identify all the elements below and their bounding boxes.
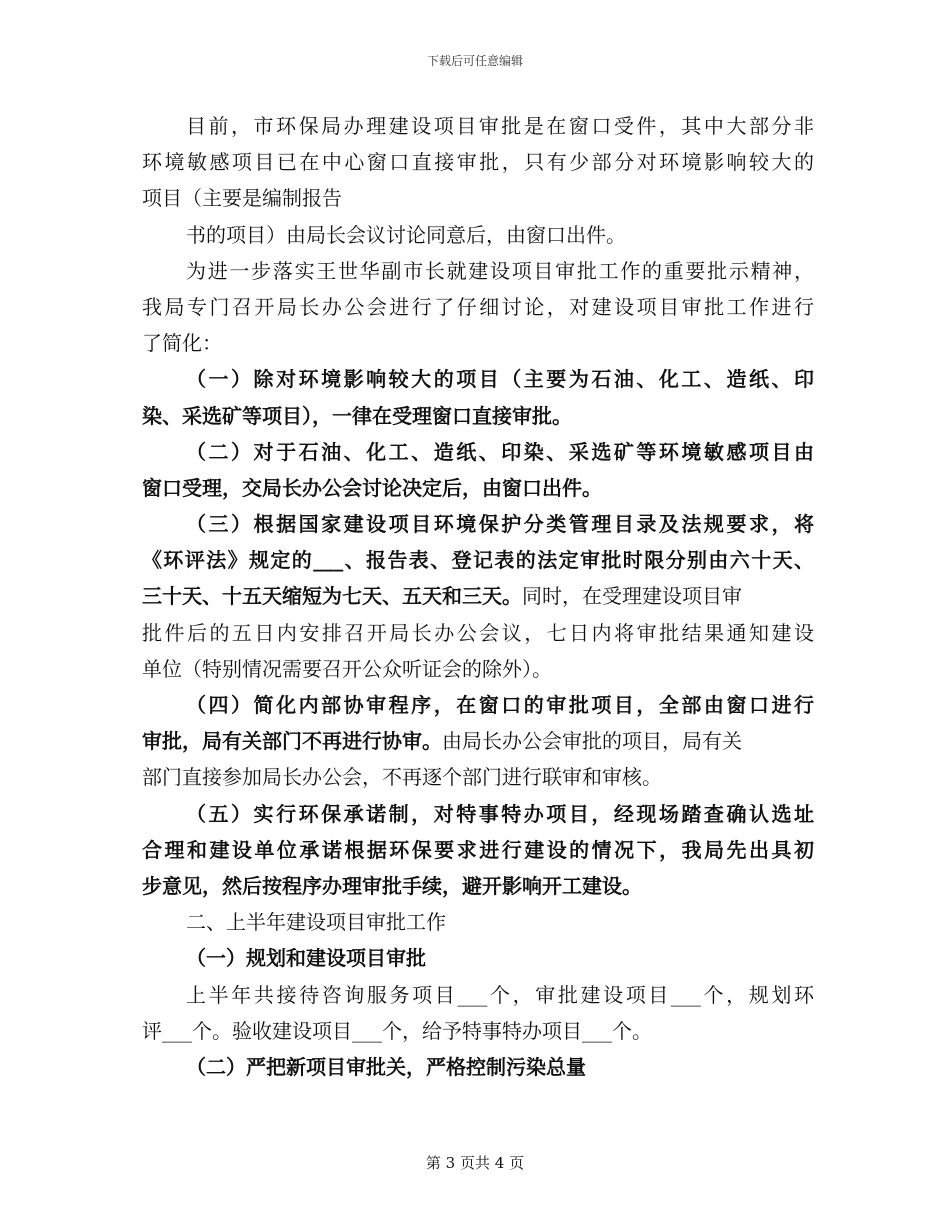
paragraph-line: （三）根据国家建设项目环境保护分类管理目录及法规要求，将	[186, 512, 814, 537]
bold-segment: 三十天、十五天缩短为七天、五天和三天。	[142, 584, 522, 609]
paragraph-line: 了简化：	[142, 331, 222, 356]
paragraph-line: 上半年共接待咨询服务项目___个，审批建设项目___个，规划环	[186, 982, 814, 1007]
normal-segment: 同时，在受理建设项目审	[522, 584, 742, 609]
paragraph-line: 《环评法》规定的___、报告表、登记表的法定审批时限分别由六十天、	[142, 548, 814, 573]
paragraph-line: （一）除对环境影响较大的项目（主要为石油、化工、造纸、印	[186, 367, 814, 392]
paragraph-line: 为进一步落实王世华副市长就建设项目审批工作的重要批示精神，	[186, 258, 814, 283]
paragraph-line: 项目（主要是编制报告	[142, 186, 342, 211]
normal-segment: 由局长办公会审批的项目，局有关	[442, 729, 742, 754]
section-heading: 二、上半年建设项目审批工作	[186, 910, 446, 935]
paragraph-line: （四）简化内部协审程序，在窗口的审批项目，全部由窗口进行	[186, 693, 814, 717]
bold-segment: 审批，局有关部门不再进行协审。	[142, 729, 442, 754]
paragraph-line	[142, 578, 814, 614]
paragraph-line: 步意见，然后按程序办理审批手续，避开影响开工建设。	[142, 873, 642, 898]
paragraph-line: 窗口受理，交局长办公会讨论决定后，由窗口出件。	[142, 475, 602, 500]
paragraph-line: 我局专门召开局长办公会进行了仔细讨论，对建设项目审批工作进行	[142, 294, 814, 319]
page-header: 下载后可任意编辑	[426, 54, 523, 68]
document-body	[142, 108, 814, 1085]
paragraph-line: 部门直接参加局长办公会，不再逐个部门进行联审和审核。	[142, 765, 662, 790]
paragraph-line: 书的项目）由局长会议讨论同意后，由窗口出件。	[186, 222, 626, 247]
subsection-heading: （一）规划和建设项目审批	[186, 946, 426, 971]
paragraph-line: 目前，市环保局办理建设项目审批是在窗口受件，其中大部分非	[186, 114, 814, 138]
paragraph-line: 环境敏感项目已在中心窗口直接审批，只有少部分对环境影响较大的	[142, 150, 814, 175]
page-footer: 第 3 页共 4 页	[425, 1154, 525, 1172]
paragraph-line: 评___个。验收建设项目___个，给予特事特办项目___个。	[142, 1018, 652, 1043]
paragraph-line: 批件后的五日内安排召开局长办公会议，七日内将审批结果通知建设	[142, 620, 814, 645]
paragraph-line	[142, 723, 814, 759]
paragraph-line: 单位（特别情况需要召开公众听证会的除外）。	[142, 656, 552, 681]
subsection-heading: （二）严把新项目审批关，严格控制污染总量	[186, 1054, 586, 1079]
paragraph-line: （二）对于石油、化工、造纸、印染、采选矿等环境敏感项目由	[186, 439, 814, 464]
paragraph-line: 合理和建设单位承诺根据环保要求进行建设的情况下，我局先出具初	[142, 837, 814, 862]
paragraph-line: 染、采选矿等项目），一律在受理窗口直接审批。	[142, 403, 572, 428]
paragraph-line: （五）实行环保承诺制，对特事特办项目，经现场踏查确认选址	[186, 801, 814, 826]
